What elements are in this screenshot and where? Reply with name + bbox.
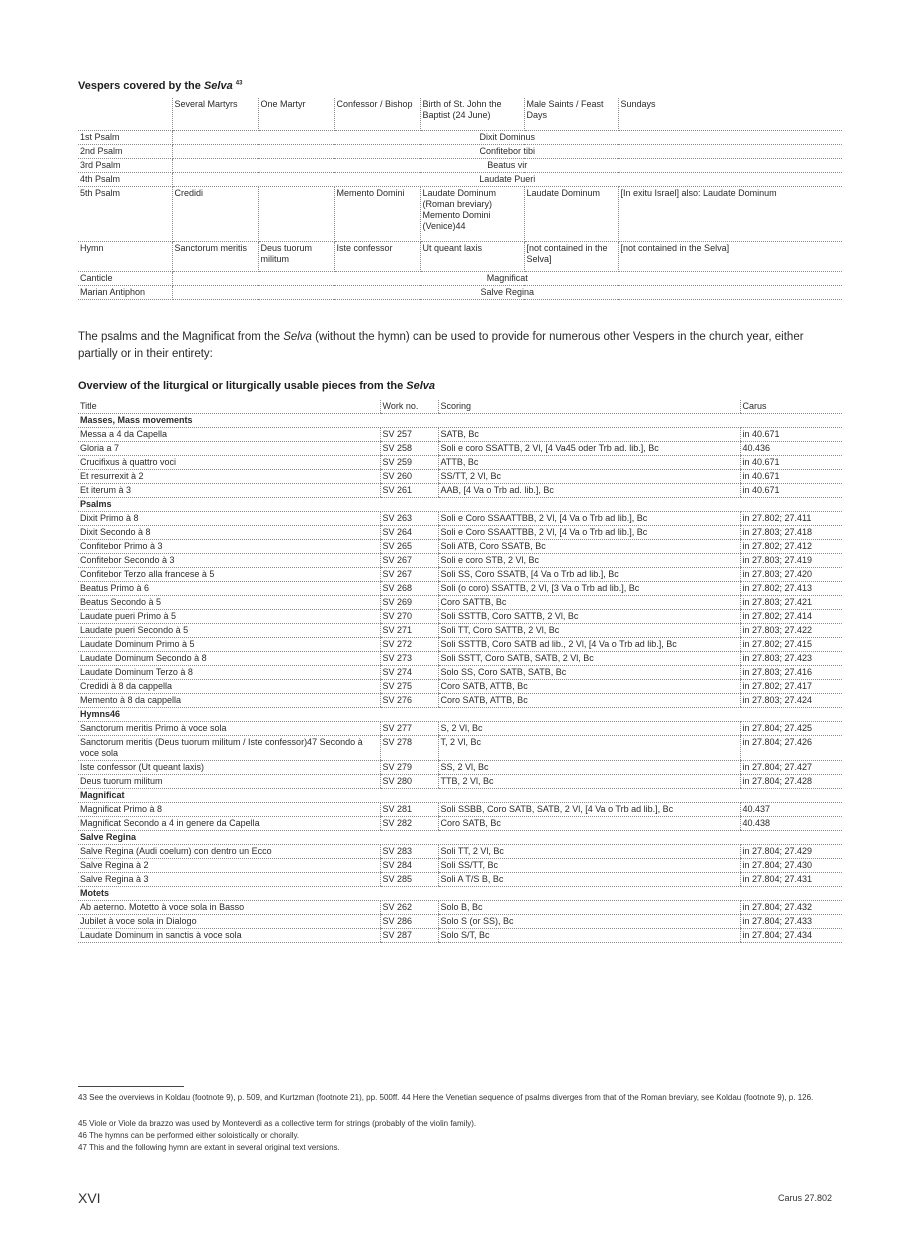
overview-heading: Overview of the liturgical or liturgically usable pieces from the Selva: [78, 380, 436, 392]
vespers-row: 3rd Psalm Beatus vir: [78, 158, 842, 172]
carus-number: in 27.804; 27.428: [740, 775, 842, 789]
carus-number: in 27.804; 27.429: [740, 845, 842, 859]
footnote-43: 43 See the overviews in Koldau (footnote 9), p. 509, and Kurtzman (footnote 21), pp. 500ff. 44 Here the Venetian sequence of psalms diverges from that of the Roman breviary, see Koldau (footnote 9), p. 126.: [78, 1093, 814, 1102]
section-heading: Psalms: [78, 498, 842, 512]
piece-title: Dixit Secondo à 8: [78, 526, 380, 540]
carus-number: in 27.803; 27.419: [740, 554, 842, 568]
scoring: Soli (o coro) SSATTB, 2 Vl, [3 Va o Trb ad lib.], Bc: [438, 582, 740, 596]
carus-number: in 27.803; 27.422: [740, 624, 842, 638]
scoring: Solo S (or SS), Bc: [438, 915, 740, 929]
carus-number: in 27.802; 27.411: [740, 512, 842, 526]
scoring: Soli SSTT, Coro SATB, SATB, 2 Vl, Bc: [438, 652, 740, 666]
carus-number: in 27.804; 27.433: [740, 915, 842, 929]
piece-title: Laudate Dominum Primo à 5: [78, 638, 380, 652]
piece-title: Credidi à 8 da cappella: [78, 680, 380, 694]
work-number: SV 285: [380, 873, 438, 887]
col-scoring: Scoring: [438, 400, 740, 414]
carus-number: in 27.804; 27.427: [740, 761, 842, 775]
scoring: Coro SATB, ATTB, Bc: [438, 680, 740, 694]
work-number: SV 259: [380, 456, 438, 470]
intro-paragraph: The psalms and the Magnificat from the Selva (without the hymn) can be used to provide for numerous other Vespers in the church year, either partially or in their entirety:: [78, 331, 804, 360]
table-row: [78, 638, 842, 652]
piece-title: Memento à 8 da cappella: [78, 694, 380, 708]
scoring: Coro SATTB, Bc: [438, 596, 740, 610]
table-row: [78, 694, 842, 708]
carus-number: in 27.802; 27.413: [740, 582, 842, 596]
work-number: SV 271: [380, 624, 438, 638]
table-row: [78, 442, 842, 456]
table-row: [78, 929, 842, 943]
scoring: SS/TT, 2 Vl, Bc: [438, 470, 740, 484]
work-number: SV 281: [380, 803, 438, 817]
work-number: SV 282: [380, 817, 438, 831]
table-row: [78, 470, 842, 484]
carus-number: 40.437: [740, 803, 842, 817]
col-work-no: Work no.: [380, 400, 438, 414]
carus-number: in 27.802; 27.412: [740, 540, 842, 554]
table-row: [78, 512, 842, 526]
piece-title: Laudate pueri Secondo à 5: [78, 624, 380, 638]
table-row: [78, 722, 842, 736]
section-row: [78, 414, 842, 428]
carus-number: 40.438: [740, 817, 842, 831]
carus-number: in 27.804; 27.426: [740, 736, 842, 761]
carus-number: in 40.671: [740, 456, 842, 470]
carus-number: in 27.804; 27.425: [740, 722, 842, 736]
piece-title: Crucifixus à quattro voci: [78, 456, 380, 470]
work-number: SV 279: [380, 761, 438, 775]
section-row: [78, 789, 842, 803]
vespers-heading: Vespers covered by the Selva $^{43}$: [78, 80, 243, 92]
scoring: SS, 2 Vl, Bc: [438, 761, 740, 775]
scoring: Soli e Coro SSAATTBB, 2 Vl, [4 Va o Trb ad lib.], Bc: [438, 526, 740, 540]
piece-title: Confitebor Secondo à 3: [78, 554, 380, 568]
section-heading: Masses, Mass movements: [78, 414, 842, 428]
col-confessor-bishop: Confessor / Bishop: [334, 98, 420, 130]
footnote-rule: [78, 1086, 184, 1087]
vespers-header-row: [78, 98, 842, 130]
carus-number: in 27.804; 27.430: [740, 859, 842, 873]
work-number: SV 257: [380, 428, 438, 442]
table-row: [78, 901, 842, 915]
vespers-row: 2nd Psalm Confitebor tibi: [78, 144, 842, 158]
piece-title: Sanctorum meritis (Deus tuorum militum / Iste confessor)47 Secondo à voce sola: [78, 736, 380, 761]
scoring: Soli SS/TT, Bc: [438, 859, 740, 873]
work-number: SV 287: [380, 929, 438, 943]
vespers-row-psalm5: 5th Psalm Credidi Memento Domini Laudate Dominum (Roman breviary) Memento Domini (Venice)44 Laudate Dominum [In exitu Israel] also: Laudate Dominum: [78, 186, 842, 241]
carus-number: in 27.804; 27.432: [740, 901, 842, 915]
overview-table: [78, 400, 842, 943]
table-row: [78, 915, 842, 929]
work-number: SV 273: [380, 652, 438, 666]
table-row: [78, 624, 842, 638]
piece-title: Gloria a 7: [78, 442, 380, 456]
carus-number: in 27.803; 27.418: [740, 526, 842, 540]
section-row: [78, 831, 842, 845]
table-row: [78, 817, 842, 831]
table-row: [78, 484, 842, 498]
scoring: Soli TT, 2 Vl, Bc: [438, 845, 740, 859]
piece-title: Laudate Dominum Terzo à 8: [78, 666, 380, 680]
scoring: Coro SATB, Bc: [438, 817, 740, 831]
scoring: Solo SS, Coro SATB, SATB, Bc: [438, 666, 740, 680]
scoring: Soli SSBB, Coro SATB, SATB, 2 Vl, [4 Va o Trb ad lib.], Bc: [438, 803, 740, 817]
footnote-47: 47 This and the following hymn are extant in several original text versions.: [78, 1143, 340, 1152]
section-row: [78, 498, 842, 512]
scoring: Coro SATB, ATTB, Bc: [438, 694, 740, 708]
table-row: [78, 582, 842, 596]
work-number: SV 267: [380, 554, 438, 568]
piece-title: Et resurrexit à 2: [78, 470, 380, 484]
piece-title: Jubilet à voce sola in Dialogo: [78, 915, 380, 929]
work-number: SV 260: [380, 470, 438, 484]
piece-title: Magnificat Primo à 8: [78, 803, 380, 817]
overview-header-row: [78, 400, 842, 414]
piece-title: Laudate Dominum in sanctis à voce sola: [78, 929, 380, 943]
work-number: SV 268: [380, 582, 438, 596]
table-row: [78, 652, 842, 666]
scoring: Soli ATB, Coro SSATB, Bc: [438, 540, 740, 554]
piece-title: Et iterum à 3: [78, 484, 380, 498]
page-number: XVI: [78, 1190, 101, 1206]
carus-number: 40.436: [740, 442, 842, 456]
table-row: [78, 680, 842, 694]
scoring: Soli e coro STB, 2 Vl, Bc: [438, 554, 740, 568]
table-row: [78, 736, 842, 761]
col-male-saints: Male Saints / Feast Days: [524, 98, 618, 130]
work-number: SV 286: [380, 915, 438, 929]
scoring: Solo B, Bc: [438, 901, 740, 915]
vespers-row-hymn: Hymn Sanctorum meritis Deus tuorum militum Iste confessor Ut queant laxis [not contained in the Selva] [not contained in the Selva]: [78, 241, 842, 271]
col-several-martyrs: Several Martyrs: [172, 98, 258, 130]
table-row: [78, 568, 842, 582]
work-number: SV 275: [380, 680, 438, 694]
table-row: [78, 610, 842, 624]
col-title: Title: [78, 400, 380, 414]
work-number: SV 284: [380, 859, 438, 873]
table-row: [78, 666, 842, 680]
footnote-46: 46 The hymns can be performed either soloistically or chorally.: [78, 1131, 300, 1140]
section-row: [78, 708, 842, 722]
scoring: TTB, 2 Vl, Bc: [438, 775, 740, 789]
work-number: SV 262: [380, 901, 438, 915]
footnote-45: 45 Viole or Viole da brazzo was used by Monteverdi as a collective term for strings (probably of the violin family).: [78, 1119, 477, 1128]
col-sundays: Sundays: [618, 98, 842, 130]
piece-title: Iste confessor (Ut queant laxis): [78, 761, 380, 775]
section-heading: Hymns46: [78, 708, 842, 722]
vespers-row: 4th Psalm Laudate Pueri: [78, 172, 842, 186]
piece-title: Salve Regina à 2: [78, 859, 380, 873]
section-heading: Motets: [78, 887, 842, 901]
scoring: ATTB, Bc: [438, 456, 740, 470]
work-number: SV 278: [380, 736, 438, 761]
scoring: SATB, Bc: [438, 428, 740, 442]
table-row: [78, 761, 842, 775]
work-number: SV 277: [380, 722, 438, 736]
scoring: Solo S/T, Bc: [438, 929, 740, 943]
piece-title: Laudate pueri Primo à 5: [78, 610, 380, 624]
table-row: [78, 540, 842, 554]
piece-title: Beatus Secondo à 5: [78, 596, 380, 610]
work-number: SV 274: [380, 666, 438, 680]
piece-title: Deus tuorum militum: [78, 775, 380, 789]
vespers-row-antiphon: Marian Antiphon Salve Regina: [78, 285, 842, 299]
vespers-row-canticle: Canticle Magnificat: [78, 271, 842, 285]
work-number: SV 267: [380, 568, 438, 582]
piece-title: Magnificat Secondo a 4 in genere da Capella: [78, 817, 380, 831]
scoring: Soli TT, Coro SATTB, 2 Vl, Bc: [438, 624, 740, 638]
col-st-john: Birth of St. John the Baptist (24 June): [420, 98, 524, 130]
piece-title: Dixit Primo à 8: [78, 512, 380, 526]
scoring: S, 2 Vl, Bc: [438, 722, 740, 736]
piece-title: Beatus Primo à 6: [78, 582, 380, 596]
scoring: Soli SSTTB, Coro SATTB, 2 Vl, Bc: [438, 610, 740, 624]
table-row: [78, 554, 842, 568]
carus-number: in 40.671: [740, 470, 842, 484]
piece-title: Confitebor Terzo alla francese à 5: [78, 568, 380, 582]
table-row: [78, 873, 842, 887]
carus-number: in 40.671: [740, 484, 842, 498]
work-number: SV 283: [380, 845, 438, 859]
section-heading: Magnificat: [78, 789, 842, 803]
carus-number: in 27.803; 27.416: [740, 666, 842, 680]
scoring: T, 2 Vl, Bc: [438, 736, 740, 761]
carus-number: in 27.803; 27.423: [740, 652, 842, 666]
table-row: [78, 596, 842, 610]
carus-number: in 27.802; 27.414: [740, 610, 842, 624]
table-row: [78, 428, 842, 442]
section-heading: Salve Regina: [78, 831, 842, 845]
carus-number: in 27.802; 27.417: [740, 680, 842, 694]
carus-number: in 27.804; 27.434: [740, 929, 842, 943]
table-row: [78, 775, 842, 789]
vespers-table: [78, 98, 842, 300]
work-number: SV 276: [380, 694, 438, 708]
vespers-row: 1st Psalm Dixit Dominus: [78, 130, 842, 144]
section-row: [78, 887, 842, 901]
work-number: SV 280: [380, 775, 438, 789]
work-number: SV 269: [380, 596, 438, 610]
scoring: AAB, [4 Va o Trb ad. lib.], Bc: [438, 484, 740, 498]
work-number: SV 263: [380, 512, 438, 526]
table-row: [78, 859, 842, 873]
table-row: [78, 803, 842, 817]
work-number: SV 272: [380, 638, 438, 652]
piece-title: Messa a 4 da Capella: [78, 428, 380, 442]
carus-number: in 27.804; 27.431: [740, 873, 842, 887]
carus-number: in 27.803; 27.421: [740, 596, 842, 610]
table-row: [78, 845, 842, 859]
col-carus: Carus: [740, 400, 842, 414]
piece-title: Confitebor Primo à 3: [78, 540, 380, 554]
carus-number: in 40.671: [740, 428, 842, 442]
col-one-martyr: One Martyr: [258, 98, 334, 130]
piece-title: Ab aeterno. Motetto à voce sola in Basso: [78, 901, 380, 915]
piece-title: Laudate Dominum Secondo à 8: [78, 652, 380, 666]
scoring: Soli A T/S B, Bc: [438, 873, 740, 887]
piece-title: Sanctorum meritis Primo à voce sola: [78, 722, 380, 736]
scoring: Soli e coro SSATTB, 2 Vl, [4 Va45 oder Trb ad. lib.], Bc: [438, 442, 740, 456]
carus-number: in 27.803; 27.420: [740, 568, 842, 582]
work-number: SV 270: [380, 610, 438, 624]
work-number: SV 261: [380, 484, 438, 498]
piece-title: Salve Regina à 3: [78, 873, 380, 887]
carus-number: in 27.803; 27.424: [740, 694, 842, 708]
scoring: Soli SS, Coro SSATB, [4 Va o Trb ad lib.], Bc: [438, 568, 740, 582]
carus-number: in 27.802; 27.415: [740, 638, 842, 652]
table-row: [78, 526, 842, 540]
scoring: Soli e Coro SSAATTBB, 2 Vl, [4 Va o Trb ad lib.], Bc: [438, 512, 740, 526]
scoring: Soli SSTTB, Coro SATB ad lib., 2 Vl, [4 Va o Trb ad lib.], Bc: [438, 638, 740, 652]
work-number: SV 265: [380, 540, 438, 554]
piece-title: Salve Regina (Audi coelum) con dentro un Ecco: [78, 845, 380, 859]
catalog-number: Carus 27.802: [778, 1193, 833, 1203]
table-row: [78, 456, 842, 470]
work-number: SV 264: [380, 526, 438, 540]
work-number: SV 258: [380, 442, 438, 456]
